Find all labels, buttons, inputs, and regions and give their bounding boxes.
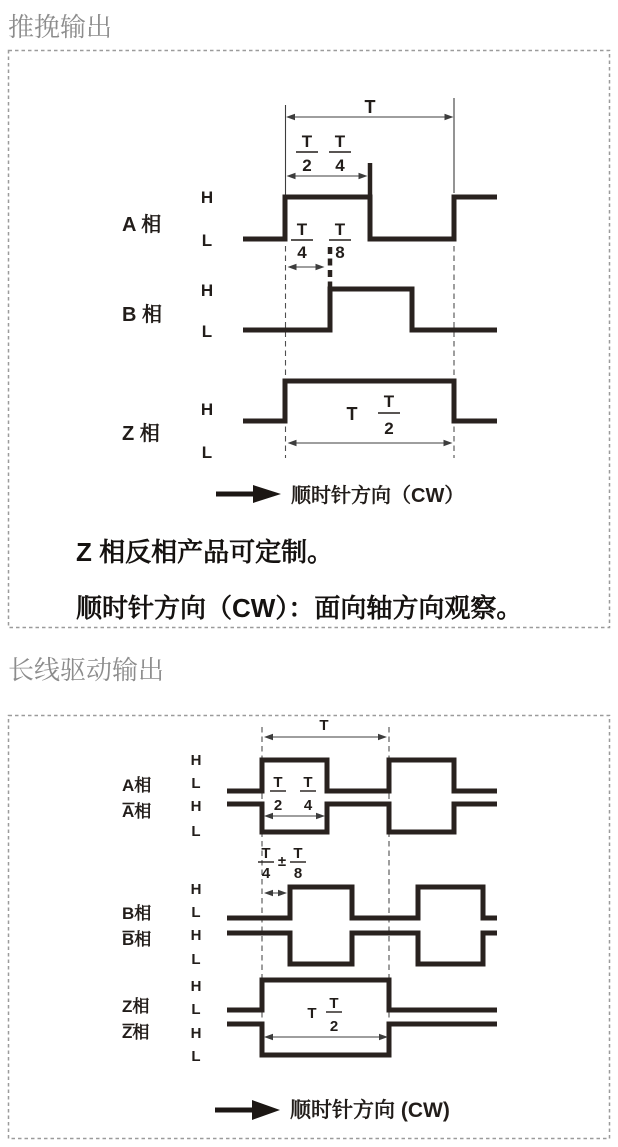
plus-minus-sign: ± xyxy=(277,853,287,870)
level-label-high: H xyxy=(200,281,214,300)
level-label-high: H xyxy=(190,927,202,944)
phase-label-z: Z相 xyxy=(122,997,150,1016)
level-label-high: H xyxy=(200,188,214,207)
fraction-denominator: 2 xyxy=(329,1018,339,1035)
cw-direction-label: 顺时针方向 (CW) xyxy=(290,1099,450,1122)
arrowhead-left xyxy=(264,734,273,740)
phase-label-b-inverted: B相 xyxy=(122,930,152,949)
level-label-low: L xyxy=(191,1001,201,1018)
level-label-high: H xyxy=(190,1025,202,1042)
arrowhead-right xyxy=(278,890,287,896)
fraction-denominator: 2 xyxy=(384,419,394,438)
period-dimension-label: T xyxy=(319,717,329,734)
fraction-denominator: 4 xyxy=(261,865,271,882)
phase-label-z-inverted: Z相 xyxy=(122,1023,150,1042)
section-title-push-pull: 推挽输出 xyxy=(8,12,113,42)
cw-direction-label: 顺时针方向（CW） xyxy=(291,485,465,507)
phase-label-a-inverted: A相 xyxy=(122,802,152,821)
z-period-label: T xyxy=(307,1005,317,1022)
arrowhead-left xyxy=(264,890,273,896)
fraction-denominator: 8 xyxy=(293,865,303,882)
note-z-invert: Z 相反相产品可定制。 xyxy=(76,537,334,567)
fraction-numerator: T xyxy=(293,845,303,862)
fraction-denominator: 4 xyxy=(297,243,307,262)
z-phase-wave xyxy=(243,381,497,421)
a-phase-wave xyxy=(243,197,497,239)
fraction-denominator: 8 xyxy=(335,243,345,262)
fraction-numerator: T xyxy=(334,132,346,151)
level-label-high: H xyxy=(190,798,202,815)
fraction-numerator: T xyxy=(383,392,395,411)
phase-label-b: B相 xyxy=(122,904,152,923)
level-label-low: L xyxy=(191,1048,201,1065)
fraction-numerator: T xyxy=(273,774,283,791)
note-cw-definition: 顺时针方向（CW）：面向轴方向观察。 xyxy=(76,593,523,623)
level-label-low: L xyxy=(201,231,213,250)
level-label-low: L xyxy=(201,322,213,341)
level-label-high: H xyxy=(190,752,202,769)
fraction-numerator: T xyxy=(329,995,339,1012)
section-title-line-driver: 长线驱动输出 xyxy=(8,655,165,685)
fraction-denominator: 4 xyxy=(335,156,345,175)
fraction-denominator: 4 xyxy=(303,797,313,814)
period-dimension-label: T xyxy=(364,97,376,117)
b-phase-wave xyxy=(243,289,497,330)
arrowhead-right xyxy=(316,813,325,819)
fraction-numerator: T xyxy=(296,220,308,239)
phase-label-z: Z 相 xyxy=(122,423,160,445)
cw-arrow-icon xyxy=(252,1100,280,1120)
fraction-numerator: T xyxy=(261,845,271,862)
phase-label-b: B 相 xyxy=(122,304,162,326)
arrowhead-right xyxy=(359,173,368,179)
b-inverted-phase-wave-ld xyxy=(227,933,497,964)
arrowhead-left xyxy=(288,264,297,270)
arrowhead-right xyxy=(316,264,325,270)
level-label-low: L xyxy=(191,951,201,968)
arrowhead-left xyxy=(286,114,295,120)
level-label-high: H xyxy=(190,881,202,898)
level-label-low: L xyxy=(191,904,201,921)
a-phase-wave-ld xyxy=(227,760,497,791)
arrowhead-left xyxy=(264,1034,273,1040)
phase-label-a: A相 xyxy=(122,776,152,795)
a-inverted-phase-wave-ld xyxy=(227,804,497,832)
b-phase-wave-ld xyxy=(227,887,497,918)
level-label-low: L xyxy=(191,775,201,792)
z-period-label: T xyxy=(346,404,358,424)
fraction-denominator: 2 xyxy=(302,156,312,175)
level-label-low: L xyxy=(201,443,213,462)
arrowhead-right xyxy=(378,734,387,740)
phase-label-a: A 相 xyxy=(122,214,162,236)
fraction-numerator: T xyxy=(301,132,313,151)
arrowhead-right xyxy=(444,440,453,446)
cw-arrow-icon xyxy=(253,485,281,503)
fraction-numerator: T xyxy=(303,774,313,791)
z-inverted-phase-wave-ld xyxy=(227,1024,497,1055)
level-label-high: H xyxy=(190,978,202,995)
fraction-numerator: T xyxy=(334,220,346,239)
level-label-high: H xyxy=(200,400,214,419)
arrowhead-left xyxy=(264,813,273,819)
z-phase-wave-ld xyxy=(227,980,497,1010)
level-label-low: L xyxy=(191,823,201,840)
fraction-denominator: 2 xyxy=(273,797,283,814)
arrowhead-left xyxy=(287,173,296,179)
arrowhead-right xyxy=(445,114,454,120)
arrowhead-left xyxy=(288,440,297,446)
